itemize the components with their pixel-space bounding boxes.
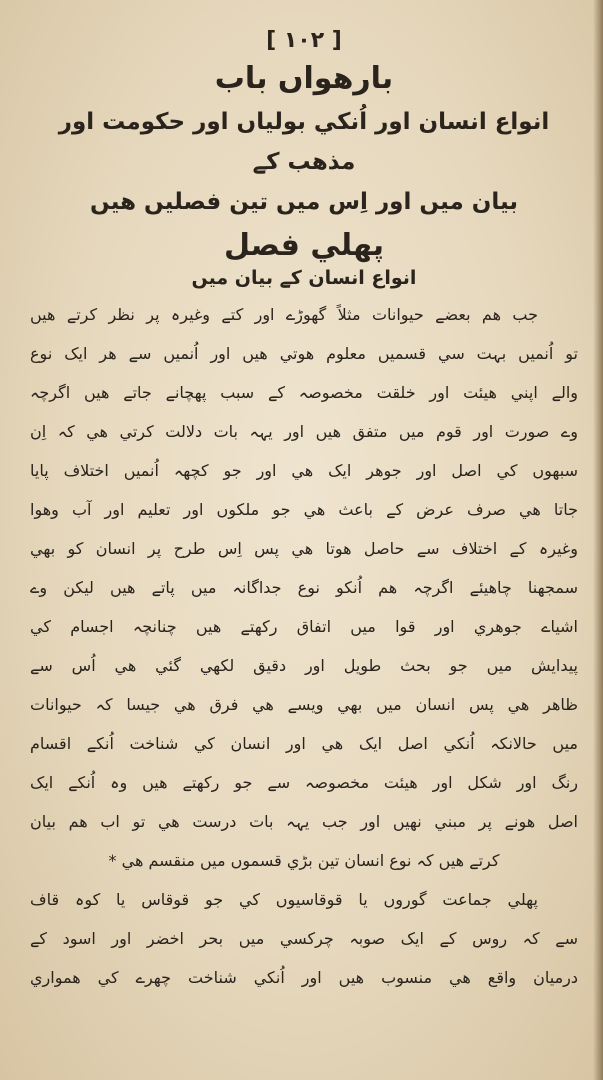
page-number: [ ۱۰۲ ]: [266, 28, 342, 53]
body-line: سبھوں کي اصل اور جوھر ايک ھي اور جو کچھہ اُنميں اختلاف پايا: [30, 461, 578, 480]
chapter-subtitle-line: انواع انسان اور اُنکي بولياں اور حکومت اور مذھب کے: [58, 109, 550, 175]
chapter-subtitle: [30, 102, 578, 222]
body-line: والے اپني ھيئت اور خلقت مخصوصہ کے سبب پھچانے جاتے ھيں اگرچہ: [30, 383, 578, 402]
page-edge-shadow: [593, 0, 603, 1080]
body-line: اشياے جوھري اور قوا ميں اتفاق رکھتے ھيں چنانچہ اجسام کي: [30, 617, 578, 636]
chapter-title: بارھواں باب: [214, 61, 394, 96]
body-text: [30, 295, 578, 997]
body-line: وے صورت اور قوم ميں متفق ھيں اور يہہ بات دلالت کرتي ھي کہ اِن: [30, 422, 578, 441]
chapter-subtitle-line: بيان ميں اور اِس ميں تين فصليں ھيں: [90, 189, 518, 215]
body-line: پھلي جماعت گوروں يا قوقاسيوں کي جو قوقاس يا کوہ قاف: [30, 890, 538, 909]
body-line: وغيرہ کے اختلاف سے حاصل ھوتا ھي پس اِس طرح پر انسان کو بھي: [30, 539, 578, 558]
body-line: سے کہ روس کے ايک صوبہ چرکسي ميں بحر اخضر اور اسود کے: [30, 929, 578, 948]
body-line: کرتے ھيں کہ نوع انسان تين بڑي قسموں ميں منقسم ھي *: [108, 851, 500, 870]
body-line: اصل ھونے پر مبني نھيں اور جب يہہ بات درست ھي تو اب ھم بيان: [30, 812, 578, 831]
section-title: پھلي فصل: [223, 228, 385, 263]
body-line: سمجھنا چاھيئے اگرچہ ھم اُنکو نوع جداگانہ ميں پاتے ھيں ليکن وے: [30, 578, 578, 597]
body-line: ميں حالانکہ اُنکي اصل ايک ھي اور انسان کي شناخت اُنکے اقسام: [30, 734, 578, 753]
body-line: رنگ اور شکل اور ھيئت مخصوصہ سے جو رکھتے ھيں وہ اُنکے ايک: [30, 773, 578, 792]
body-line: تو اُنميں بہت سي قسميں معلوم ھوتي ھيں اور اُنميں سے ھر ايک نوع: [30, 344, 578, 363]
page-content: [30, 28, 578, 1068]
body-line: جاتا ھي صرف عرض کے باعث ھي جو ملکوں اور تعليم اور آب وھوا: [30, 500, 578, 519]
section-subtitle: انواع انسان کے بيان ميں: [191, 267, 417, 289]
body-line: پيدايش ميں جو بحث طويل اور دقيق لکھي گئي ھي اُس سے: [30, 656, 578, 675]
body-line: جب ھم بعضے حيوانات مثلاً گھوڑے اور کتے وغيرہ پر نظر کرتے ھيں: [30, 305, 539, 324]
body-line: ظاھر ھي پس انسان ميں بھي ويسے ھي فرق ھي جيسا کہ حيوانات: [30, 695, 578, 714]
body-line: درميان واقع ھي منسوب ھيں اور اُنکي شناخت چھرے کي ھمواري: [30, 968, 578, 987]
